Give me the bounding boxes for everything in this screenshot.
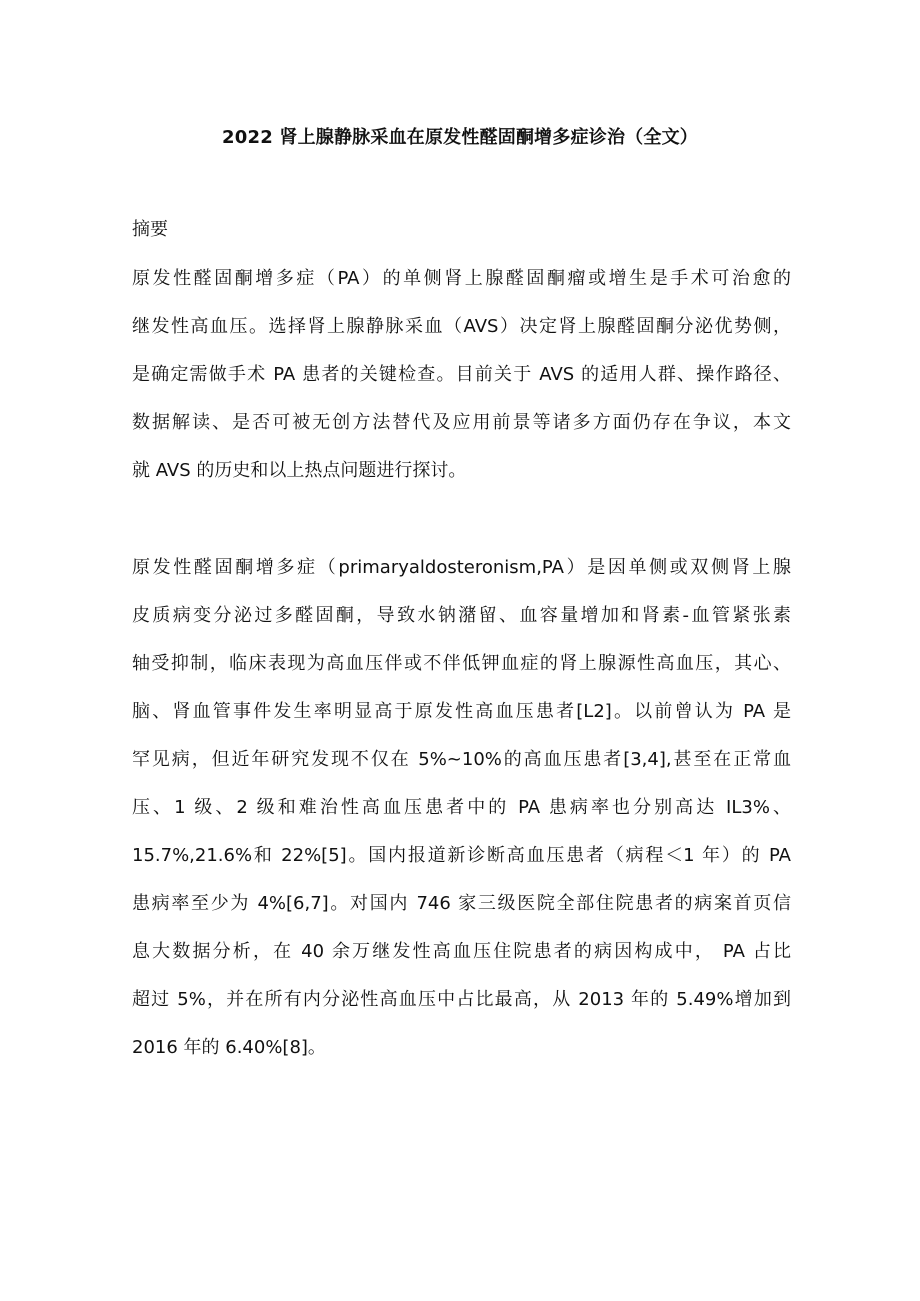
body-line: 息大数据分析，在 40 余万继发性高血压住院患者的病因构成中， PA 占比 [132,941,791,962]
document-title: 2022 肾上腺静脉采血在原发性醛固酮增多症诊治（全文） [222,127,698,148]
abstract-line: 继发性高血压。选择肾上腺静脉采血（AVS）决定肾上腺醛固酮分泌优势侧， [132,316,791,337]
body-line: 罕见病，但近年研究发现不仅在 5%~10%的高血压患者[3,4],甚至在正常血 [132,749,791,770]
body-line: 2016 年的 6.40%[8]。 [132,1037,326,1058]
abstract-line: 数据解读、是否可被无创方法替代及应用前景等诸多方面仍存在争议，本文 [132,412,791,433]
body-line: 15.7%,21.6%和 22%[5]。国内报道新诊断高血压患者（病程＜1 年）的 PA [132,845,791,866]
body-line: 原发性醛固酮增多症（primaryaldosteronism,PA）是因单侧或双侧肾上腺 [132,557,791,578]
abstract-heading: 摘要 [132,219,168,240]
body-line: 脑、肾血管事件发生率明显高于原发性高血压患者[L2]。以前曾认为 PA 是 [132,701,791,722]
body-line: 超过 5%，并在所有内分泌性高血压中占比最高，从 2013 年的 5.49%增加到 [132,989,791,1010]
abstract-line: 就 AVS 的历史和以上热点问题进行探讨。 [132,460,467,481]
body-line: 轴受抑制，临床表现为高血压伴或不伴低钾血症的肾上腺源性高血压，其心、 [132,653,791,674]
body-line: 压、1 级、2 级和难治性高血压患者中的 PA 患病率也分别高达 IL3%、 [132,797,791,818]
body-line: 皮质病变分泌过多醛固酮，导致水钠潴留、血容量增加和肾素-血管紧张素 [132,605,791,626]
abstract-line: 是确定需做手术 PA 患者的关键检查。目前关于 AVS 的适用人群、操作路径、 [132,364,791,385]
abstract-line: 原发性醛固酮增多症（PA）的单侧肾上腺醛固酮瘤或增生是手术可治愈的 [132,268,791,289]
body-line: 患病率至少为 4%[6,7]。对国内 746 家三级医院全部住院患者的病案首页信 [132,893,791,914]
